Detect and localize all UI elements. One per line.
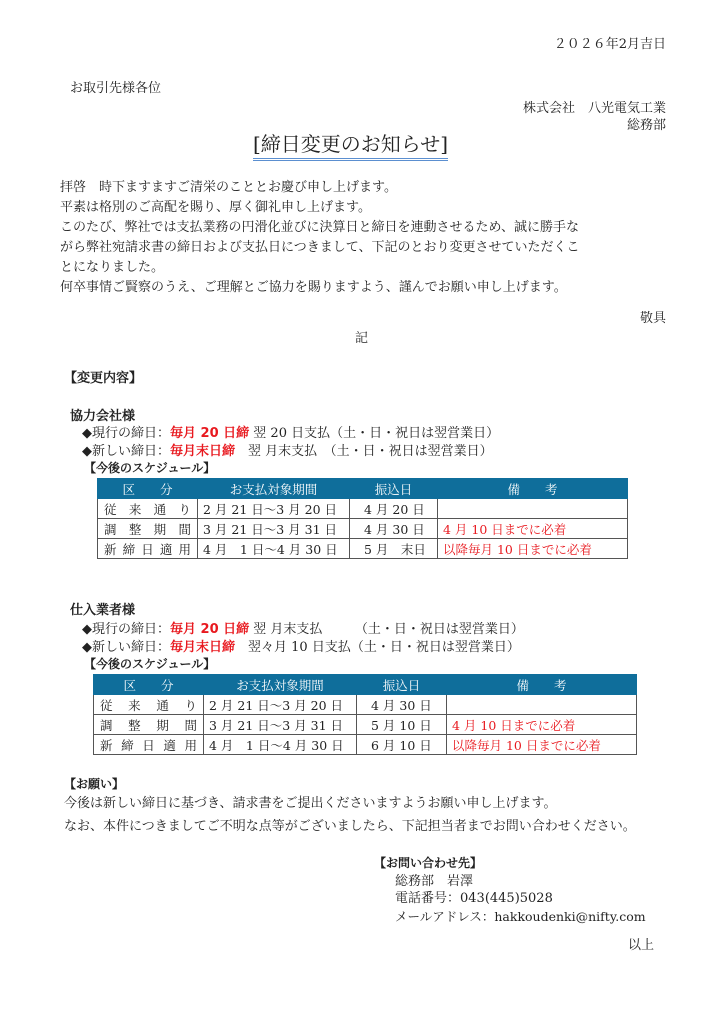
- closing-keigu: 敬具: [639, 311, 666, 326]
- contact-email[interactable]: メールアドレス：hakkoudenki@nifty.com: [395, 909, 646, 924]
- cell-remarks: [447, 695, 637, 715]
- schedule-table-suppliers: [93, 674, 637, 755]
- table-row: [94, 715, 637, 735]
- cell-transfer-date: 5 月 10 日: [357, 715, 447, 735]
- new-cutoff-partners: [82, 443, 493, 460]
- cell-transfer-date: 6 月 10 日: [357, 735, 447, 755]
- current-cutoff-suppliers: [82, 621, 524, 638]
- cell-category: 新締日適用: [94, 735, 204, 755]
- cell-category: 新締日適用: [98, 539, 198, 559]
- table-row: [98, 499, 628, 519]
- header-category: 区 分: [98, 479, 198, 499]
- cell-period: 3 月 21 日～3 月 31 日: [198, 519, 350, 539]
- header-transfer-date: 振込日: [350, 479, 438, 499]
- current-cutoff-label: ◆現行の締日：: [82, 622, 170, 637]
- new-cutoff-rest: 翌 月末支払 （土・日・祝日は翌営業日）: [235, 444, 493, 459]
- company-name: 株式会社 八光電気工業: [522, 101, 666, 116]
- current-cutoff-highlight: 毎月 20 日締: [170, 622, 250, 637]
- header-transfer-date: 振込日: [357, 675, 447, 695]
- table-row: [98, 539, 628, 559]
- cell-remarks: 以降毎月 10 日までに必着: [438, 539, 628, 559]
- new-cutoff-suppliers: [82, 639, 520, 656]
- section-heading-partners: 協力会社様: [70, 409, 136, 424]
- current-cutoff-label: ◆現行の締日：: [82, 426, 170, 441]
- new-cutoff-label: ◆新しい締日：: [82, 444, 170, 459]
- table-header-row: [98, 479, 628, 499]
- cell-remarks: [438, 499, 628, 519]
- request-heading: 【お願い】: [64, 777, 125, 791]
- department: 総務部: [626, 118, 666, 133]
- section-heading-suppliers: 仕入業者様: [70, 603, 136, 618]
- new-cutoff-rest: 翌々月 10 日支払（土・日・祝日は翌営業日）: [235, 640, 520, 655]
- document-date: ２０２６年2月吉日: [553, 37, 666, 52]
- body-line: とになりました。: [60, 260, 165, 275]
- contact-person: 総務部 岩澤: [395, 874, 474, 889]
- body-line: がら弊社宛請求書の締日および支払日につきまして、下記のとおり変更させていただくこ: [60, 240, 580, 255]
- cell-period: 4 月 1 日～4 月 30 日: [204, 735, 357, 755]
- contact-heading: 【お問い合わせ先】: [374, 856, 483, 870]
- cell-remarks: 以降毎月 10 日までに必着: [447, 735, 637, 755]
- body-line: 何卒事情ご賢察のうえ、ご理解とご協力を賜りますよう、謹んでお願い申し上げます。: [60, 280, 567, 295]
- body-text: [60, 178, 680, 298]
- table-row: [98, 519, 628, 539]
- table-row: [94, 695, 637, 715]
- header-remarks: 備 考: [447, 675, 637, 695]
- contact-phone: 電話番号：043(445)5028: [395, 891, 553, 906]
- table-row: [94, 735, 637, 755]
- cell-period: 2 月 21 日～3 月 20 日: [204, 695, 357, 715]
- header-period: お支払対象期間: [198, 479, 350, 499]
- current-cutoff-highlight: 毎月 20 日締: [170, 426, 250, 441]
- cell-category: 従来通り: [94, 695, 204, 715]
- request-line: なお、本件につきましてご不明な点等がございましたら、下記担当者までお問い合わせください。: [64, 819, 636, 834]
- end-marker: 以上: [627, 938, 654, 953]
- new-cutoff-label: ◆新しい締日：: [82, 640, 170, 655]
- cell-period: 4 月 1 日～4 月 30 日: [198, 539, 350, 559]
- changes-heading: 【変更内容】: [64, 371, 143, 386]
- body-line: 拝啓 時下ますますご清栄のこととお慶び申し上げます。: [60, 180, 397, 195]
- cell-category: 従来通り: [98, 499, 198, 519]
- new-cutoff-highlight: 毎月末日締: [170, 444, 236, 459]
- recipient: お取引先様各位: [70, 81, 162, 96]
- new-cutoff-highlight: 毎月末日締: [170, 640, 236, 655]
- cell-transfer-date: 4 月 30 日: [357, 695, 447, 715]
- cell-period: 3 月 21 日～3 月 31 日: [204, 715, 357, 735]
- cell-remarks: 4 月 10 日までに必着: [438, 519, 628, 539]
- cell-transfer-date: 4 月 20 日: [350, 499, 438, 519]
- cell-transfer-date: 4 月 30 日: [350, 519, 438, 539]
- cell-transfer-date: 5 月 末日: [350, 539, 438, 559]
- cell-period: 2 月 21 日～3 月 20 日: [198, 499, 350, 519]
- cell-category: 調整期間: [94, 715, 204, 735]
- header-period: お支払対象期間: [204, 675, 357, 695]
- document-title: [締日変更のお知らせ]: [253, 132, 448, 161]
- schedule-table-partners: [97, 478, 628, 559]
- schedule-label-suppliers: 【今後のスケジュール】: [84, 657, 216, 671]
- cell-remarks: 4 月 10 日までに必着: [447, 715, 637, 735]
- current-cutoff-partners: [82, 425, 499, 442]
- table-header-row: [94, 675, 637, 695]
- header-remarks: 備 考: [438, 479, 628, 499]
- request-line: 今後は新しい締日に基づき、請求書をご提出くださいますようお願い申し上げます。: [64, 796, 557, 811]
- ki-marker: 記: [355, 331, 369, 346]
- header-category: 区 分: [94, 675, 204, 695]
- body-line: このたび、弊社では支払業務の円滑化並びに決算日と締日を連動させるため、誠に勝手な: [60, 220, 579, 235]
- current-cutoff-rest: 翌 20 日支払（土・日・祝日は翌営業日）: [249, 426, 500, 441]
- body-line: 平素は格別のご高配を賜り、厚く御礼申し上げます。: [60, 200, 371, 215]
- cell-category: 調整期間: [98, 519, 198, 539]
- current-cutoff-rest: 翌 月末支払 （土・日・祝日は翌営業日）: [249, 622, 524, 637]
- schedule-label-partners: 【今後のスケジュール】: [84, 461, 216, 475]
